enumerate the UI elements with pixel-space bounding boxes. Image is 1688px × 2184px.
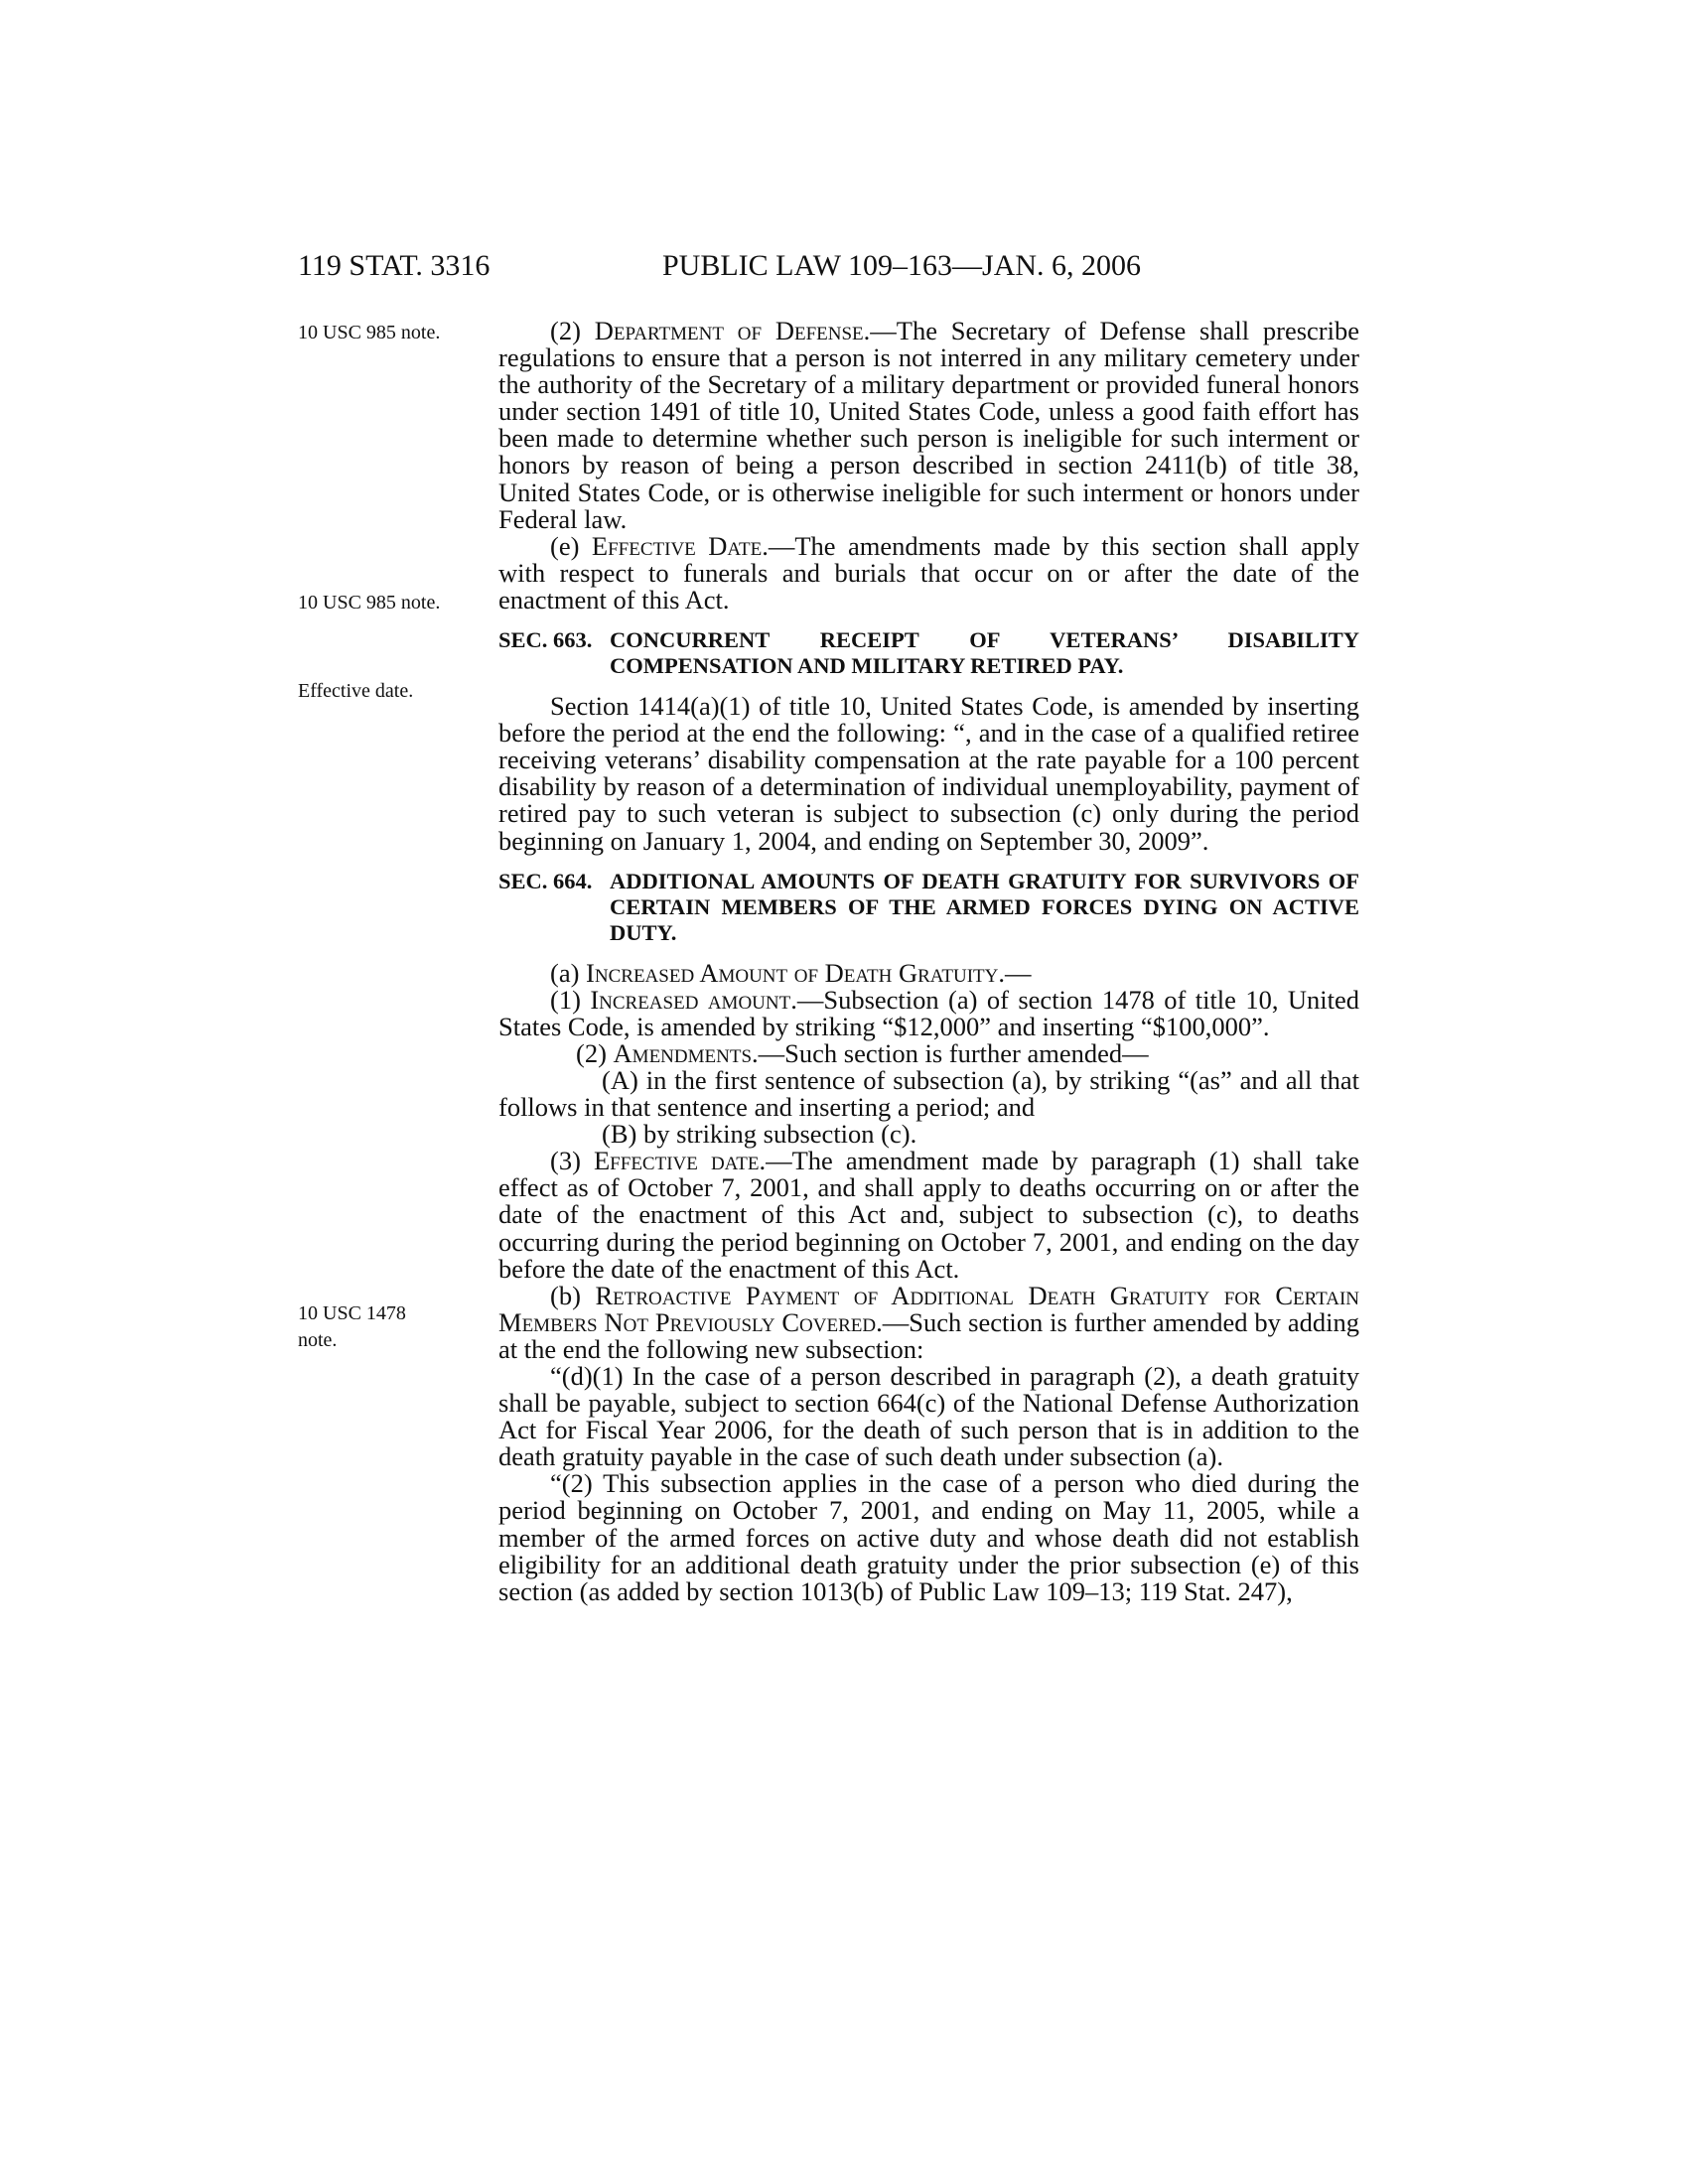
margin-note-1478-line2: note. <box>298 1329 338 1351</box>
subparagraph-a2-A: (A) in the first sentence of subsection (a), by striking “(as” and all that follows in that sentence and inserting a period; and <box>498 1064 1359 1123</box>
section-664-number: SEC. 664. <box>498 868 593 893</box>
subsection-b-retroactive-payment: (b) Retroactive Payment of Additional Death Gratuity for Certain Members Not Previously Covered.—Such section is further amended by adding at the end the following new subsection: <box>498 1280 1359 1364</box>
subsection-a-heading: (a) Increased Amount of Death Gratuity.— <box>550 957 1032 988</box>
stat-page-number: 119 STAT. 3316 <box>298 249 491 282</box>
section-664-heading: SEC. 664. ADDITIONAL AMOUNTS OF DEATH GRATUITY FOR SURVIVORS OF CERTAIN MEMBERS OF THE ARMED FORCES DYING ON ACTIVE DUTY. <box>498 868 1359 945</box>
margin-note-985-a: 10 USC 985 note. <box>298 322 441 343</box>
heading-department-of-defense: Department of Defense <box>594 316 864 345</box>
paragraph-a2-amendments: (2) Amendments.—Such section is further amended— <box>576 1037 1149 1068</box>
paragraph-a3-effective-date: (3) Effective date.—The amendment made by paragraph (1) shall take effect as of October 7, 2001, and shall apply to deaths occurring on or after the date of the enactment of this Act and, subject to subsection (c), to deaths occurring during the period beginning on October 7, 2001, and ending on the day before the date of the enactment of this Act. <box>498 1146 1359 1284</box>
margin-note-effective-date: Effective date. <box>298 680 414 702</box>
subsection-d-paragraph-1: “(d)(1) In the case of a person described in paragraph (2), a death gratuity shall be payable, subject to section 664(c) of the National Defense Authorization Act for Fiscal Year 2006, for the death of such person that is in addition to the death gratuity payable in the case of such death under subsection (a). <box>498 1361 1359 1472</box>
margin-note-1478 <box>298 1300 496 1354</box>
section-663-text: Section 1414(a)(1) of title 10, United States Code, is amended by inserting before the period at the end the following: “, and in the case of a qualified retiree receiving veterans’ disability compensation at the rate payable for a 100 percent disability by reason of a determination of individual unemployability, payment of retired pay to such veteran is subject to subsection (c) only during the period beginning on January 1, 2004, and ending on September 30, 2009”. <box>498 691 1359 856</box>
margin-note-985-b: 10 USC 985 note. <box>298 592 441 614</box>
section-663-heading: SEC. 663. CONCURRENT RECEIPT OF VETERANS’ DISABILITY COMPENSATION AND MILITARY RETIRED PAY. <box>498 627 1359 679</box>
subparagraph-a2-B: (B) by striking subsection (c). <box>602 1119 917 1150</box>
paragraph-effective-date: (e) Effective Date.—The amendments made by this section shall apply with respect to funerals and burials that occur on or after the date of the enactment of this Act. <box>498 530 1360 614</box>
paragraph-department-of-defense: (2) Department of Defense.—The Secretary of Defense shall prescribe regulations to ensure that a person is not interred in any military cemetery under the authority of the Secretary of a military department or provided funeral honors under section 1491 of title 10, United States Code, unless a good faith effort has been made to determine whether such person is ineligible for such interment or honors by reason of being a person described in section 2411(b) of title 38, United States Code, or is otherwise ineligible for such interment or honors under Federal law. <box>498 316 1360 534</box>
document-body <box>498 318 1359 1605</box>
public-law-title: PUBLIC LAW 109–163—JAN. 6, 2006 <box>662 249 1142 282</box>
paragraph-a1-increased-amount: (1) Increased amount.—Subsection (a) of section 1478 of title 10, United States Code, is amended by striking “$12,000” and inserting “$100,000”. <box>498 984 1359 1041</box>
subsection-d-paragraph-2: “(2) This subsection applies in the case of a person who died during the period beginning on October 7, 2001, and ending on May 11, 2005, while a member of the armed forces on active duty and whose death did not establish eligibility for an additional death gratuity under the prior subsection (e) of this section (as added by section 1013(b) of Public Law 109–13; 119 Stat. 247), <box>498 1468 1359 1606</box>
section-663-number: SEC. 663. <box>498 627 593 653</box>
heading-effective-date: Effective Date <box>591 530 763 561</box>
margin-note-1478-line1: 10 USC 1478 <box>298 1302 406 1324</box>
